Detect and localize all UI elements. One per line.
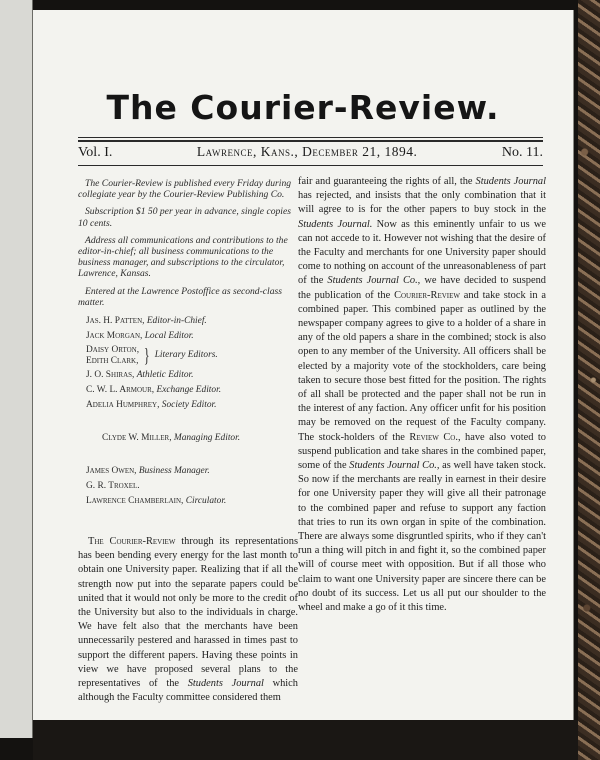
staff-managing-editor: Clyde W. Miller, Managing Editor.	[102, 433, 241, 444]
info-address: Address all communications and contributions to the editor-in-chief; all business communications to the business manager, and subscriptions to the circulator, Lawrence, Kansas.	[78, 234, 288, 280]
masthead-title: The Courier-Review.	[106, 88, 500, 127]
left-column	[78, 178, 298, 705]
staff-list	[78, 314, 298, 509]
literary-role: Literary Editors.	[154, 350, 218, 361]
staff-exchange-editor: C. W. L. Armour, Exchange Editor.	[86, 385, 222, 396]
article-left-column: The Courier-Review through its representations has been bending every energy for the last month to obtain one University paper. Realizing that if all the strength now put into the separate papers could be united that it would not only be more to the credit of the University but also to the individuals in charge. We have felt also that the merchants have been unnecessarily pestered and harassed in times past to support the different papers. Having these points in view we have proposed several plans to the representatives of the Students Journal which although the Faculty committee considered them	[78, 536, 298, 704]
top-rule-thick	[78, 140, 543, 142]
bottom-rule	[78, 165, 543, 166]
info-postoffice: Entered at the Lawrence Postoffice as second-class matter.	[78, 285, 282, 308]
issue-number: No. 11.	[501, 145, 543, 160]
staff-literary-2: Edith Clark,	[86, 355, 139, 366]
place-date: Lawrence, Kans., December 21, 1894.	[196, 144, 418, 159]
right-column	[298, 175, 546, 615]
staff-literary-editors	[78, 345, 298, 366]
staff-circulator: Lawrence Chamberlain, Circulator.	[86, 496, 227, 507]
marbled-cover-edge	[578, 0, 600, 760]
info-subscription: Subscription $1 50 per year in advance, single copies 10 cents.	[78, 206, 291, 229]
staff-business-manager: James Owen, Business Manager.	[86, 466, 210, 477]
facing-page-edge	[0, 0, 33, 738]
newspaper-page	[33, 10, 573, 720]
brace-glyph: }	[144, 344, 150, 367]
staff-literary-1: Daisy Orton,	[86, 345, 140, 356]
staff-local-editor: Jack Morgan, Local Editor.	[86, 331, 194, 342]
publication-info	[78, 178, 298, 308]
staff-society-editor: Adelia Humphrey, Society Editor.	[86, 400, 217, 411]
top-rule	[78, 137, 543, 138]
staff-member: G. R. Troxel.	[86, 481, 140, 492]
book-shadow	[33, 720, 578, 760]
article-right-column: fair and guaranteeing the rights of all, the Students Journal has rejected, and insists that the only combination that it will agree to is for the other papers to buy stock in the Students Journal. Now as this eminently unfair to us we can not accede to it. However not wishing that the desire of the Faculty and merchants for one University paper should come to nothing on account of the unreasonableness of part of the Students Journal Co., we have decided to suspend the publication of the Courier-Review and take stock in a combined paper. This combined paper as outlined by the newspaper company agrees to give to a holder of a share in any of the old papers a share in the combined; stock is also open to any member of the University. All officers shall be elected by a majority vote of the stockholders, care being taken to secure those best fitted for the position. The rights of all shall be protected and the paper shall not be run in the interest of any faction. Any officer unfit for his position may be removed on the request of the Faculty company. The stock-holders of the Review Co., have also voted to suspend publication and take shares in the combined paper, some of the Students Journal Co., as well have taken stock. So now if the merchants are really in earnest in their desire for one University paper they will give all their patronage to the combined paper and refuse to support any faction that tries to run its own organ in spite of the combination. There are always some disgruntled spirits, who if they can't run a thing will pitch in and fight it, so the combined paper will of course meet with opposition. But if all those who claim to want one University paper are sincere there can be no doubt of its success. Let us all put our shoulder to the wheel and make a go of it this time.	[298, 176, 547, 614]
staff-athletic-editor: J. O. Shiras, Athletic Editor.	[86, 370, 194, 381]
volume-label: Vol. I.	[78, 145, 113, 160]
info-published: The Courier-Review is published every Friday during collegiate year by the Courier-Review Publishing Co.	[78, 178, 292, 201]
staff-editor-in-chief: Jas. H. Patten, Editor-in-Chief.	[86, 316, 207, 327]
dateline	[78, 144, 543, 161]
